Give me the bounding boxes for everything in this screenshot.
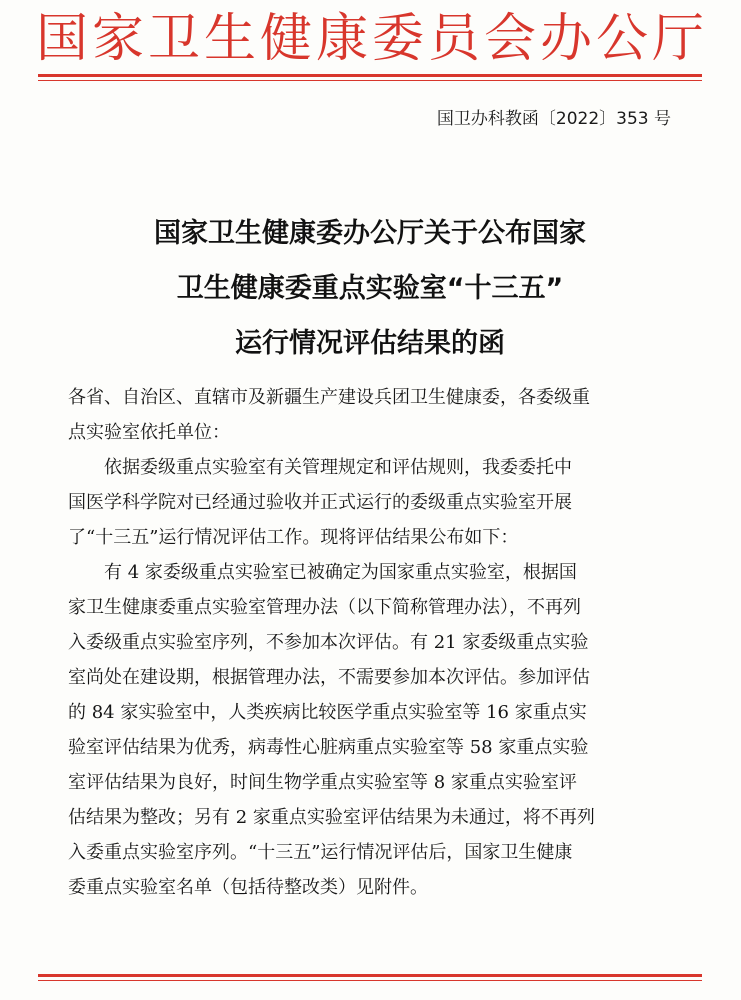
paragraph-line: 了“十三五”运行情况评估工作。现将评估结果公布如下：: [68, 527, 519, 548]
paragraph-line: 的 84 家实验室中，人类疾病比较医学重点实验室等 16 家重点实: [68, 702, 587, 723]
paragraph-line: 室尚处在建设期，根据管理办法，不需要参加本次评估。参加评估: [68, 667, 590, 688]
title-line: 卫生健康委重点实验室“十三五”: [176, 273, 564, 304]
paragraph-line: 室评估结果为良好，时间生物学重点实验室等 8 家重点实验室评: [68, 772, 577, 793]
paragraph-line: 有 4 家委级重点实验室已被确定为国家重点实验室，根据国: [104, 562, 577, 583]
title-line: 运行情况评估结果的函: [235, 328, 505, 359]
paragraph-line: 估结果为整改；另有 2 家重点实验室评估结果为未通过，将不再列: [68, 807, 595, 828]
paragraph-line: 国医学科学院对已经通过验收并正式运行的委级重点实验室开展: [68, 492, 572, 513]
title-line: 国家卫生健康委办公厅关于公布国家: [154, 218, 586, 249]
footer-rule-thick: [38, 974, 702, 977]
letterhead-rule-thick: [38, 74, 702, 77]
letterhead-org-name: 国家卫生健康委员会办公厅: [36, 9, 709, 69]
paragraph-line: 入委重点实验室序列。“十三五”运行情况评估后，国家卫生健康: [68, 842, 573, 863]
document-number: 国卫办科教函〔2022〕353 号: [436, 109, 671, 129]
paragraph-line: 验室评估结果为优秀，病毒性心脏病重点实验室等 58 家重点实验: [68, 737, 589, 758]
paragraph-line: 依据委级重点实验室有关管理规定和评估规则，我委委托中: [104, 457, 572, 478]
paragraph-line: 委重点实验室名单（包括待整改类）见附件。: [68, 877, 428, 898]
paragraph-line: 入委级重点实验室序列，不参加本次评估。有 21 家委级重点实验: [68, 632, 589, 653]
document-body: [68, 380, 676, 905]
salutation-line: 点实验室依托单位：: [68, 422, 230, 443]
paragraph-line: 家卫生健康委重点实验室管理办法（以下简称管理办法），不再列: [68, 597, 581, 618]
letterhead-rule-thin: [38, 80, 702, 81]
document-title: [60, 206, 680, 371]
salutation-line: 各省、自治区、直辖市及新疆生产建设兵团卫生健康委，各委级重: [68, 387, 590, 408]
footer-rule-thin: [38, 980, 702, 981]
